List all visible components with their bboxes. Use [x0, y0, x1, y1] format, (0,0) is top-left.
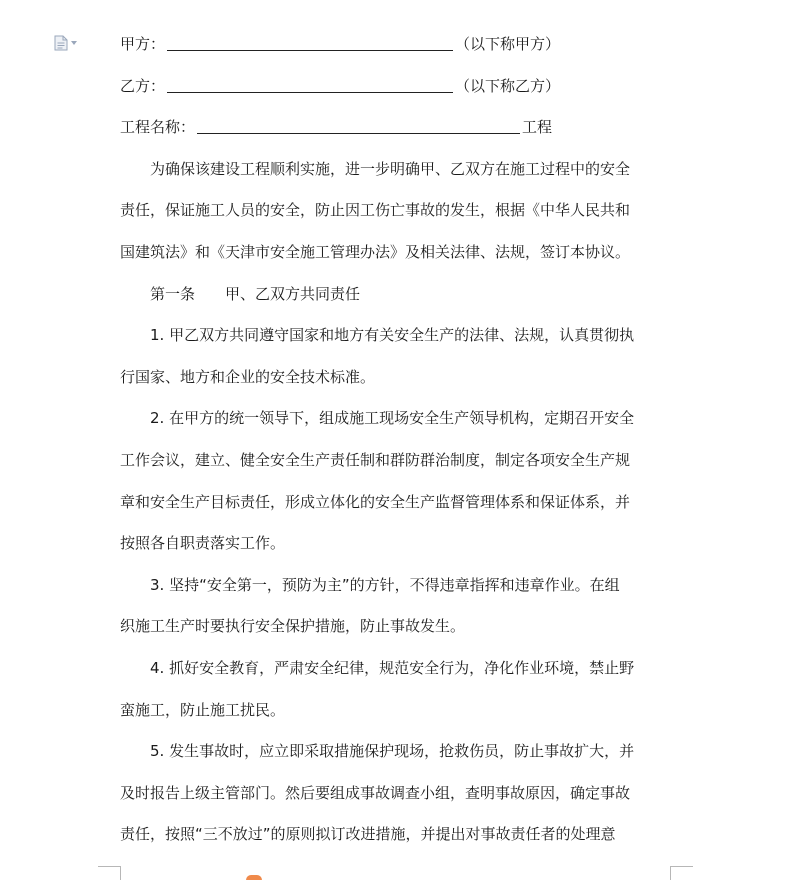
item-5-line: 及时报告上级主管部门。然后要组成事故调查小组，查明事故原因，确定事故: [120, 783, 631, 802]
document-menu-button[interactable]: [54, 34, 84, 52]
project-name-suffix: 工程: [522, 118, 553, 137]
item-2-line: 章和安全生产目标责任，形成立体化的安全生产监督管理体系和保证体系，并: [120, 492, 631, 511]
party-a-label: 甲方：: [120, 35, 166, 53]
party-b-line: [120, 66, 672, 108]
party-b-blank[interactable]: [167, 70, 453, 93]
item-1-line: 1. 甲乙双方共同遵守国家和地方有关安全生产的法律、法规，认真贯彻执: [150, 326, 635, 345]
intro-line: 国建筑法》和《天津市安全施工管理办法》及相关法律、法规，签订本协议。: [120, 242, 631, 261]
party-a-blank[interactable]: [167, 28, 453, 51]
intro-line: 为确保该建设工程顺利实施，进一步明确甲、乙双方在施工过程中的安全: [150, 159, 631, 178]
item-4-line: 4. 抓好安全教育，严肃安全纪律，规范安全行为，净化作业环境，禁止野: [150, 658, 635, 677]
item-2-line: 2. 在甲方的统一领导下，组成施工现场安全生产领导机构，定期召开安全: [150, 409, 635, 428]
item-5-line: 5. 发生事故时，应立即采取措施保护现场，抢救伤员，防止事故扩大，并: [150, 742, 635, 761]
chevron-down-icon: [71, 41, 77, 45]
item-2-line: 工作会议，建立、健全安全生产责任制和群防群治制度，制定各项安全生产规: [120, 450, 631, 469]
project-name-label: 工程名称：: [120, 118, 196, 137]
item-5-line: 责任，按照“三不放过”的原则拟订改进措施，并提出对事故责任者的处理意: [120, 825, 616, 844]
page-corner-mark-right: [670, 866, 693, 880]
party-b-suffix: （以下称乙方）: [455, 76, 561, 95]
intro-line: 责任，保证施工人员的安全，防止因工伤亡事故的发生，根据《中华人民共和: [120, 201, 631, 220]
item-1-line: 行国家、地方和企业的安全技术标准。: [120, 367, 376, 386]
party-a-line: [120, 24, 672, 66]
item-2-line: 按照各自职责落实工作。: [120, 534, 286, 553]
article-heading: [120, 274, 672, 316]
article-number: 第一条: [150, 284, 196, 303]
item-4-line: 蛮施工，防止施工扰民。: [120, 700, 286, 719]
page-corner-mark-left: [98, 866, 121, 880]
party-a-suffix: （以下称甲方）: [455, 35, 561, 53]
document-icon: [54, 35, 68, 51]
party-b-label: 乙方：: [120, 76, 166, 95]
article-title: 甲、乙双方共同责任: [225, 284, 361, 303]
document-body: [120, 24, 672, 856]
item-3-line: 织施工生产时要执行安全保护措施，防止事故发生。: [120, 617, 466, 636]
scroll-indicator-mark: [246, 875, 262, 880]
item-3-line: 3. 坚持“安全第一，预防为主”的方针，不得违章指挥和违章作业。在组: [150, 575, 620, 594]
project-name-blank[interactable]: [197, 111, 520, 134]
project-name-line: [120, 107, 672, 149]
